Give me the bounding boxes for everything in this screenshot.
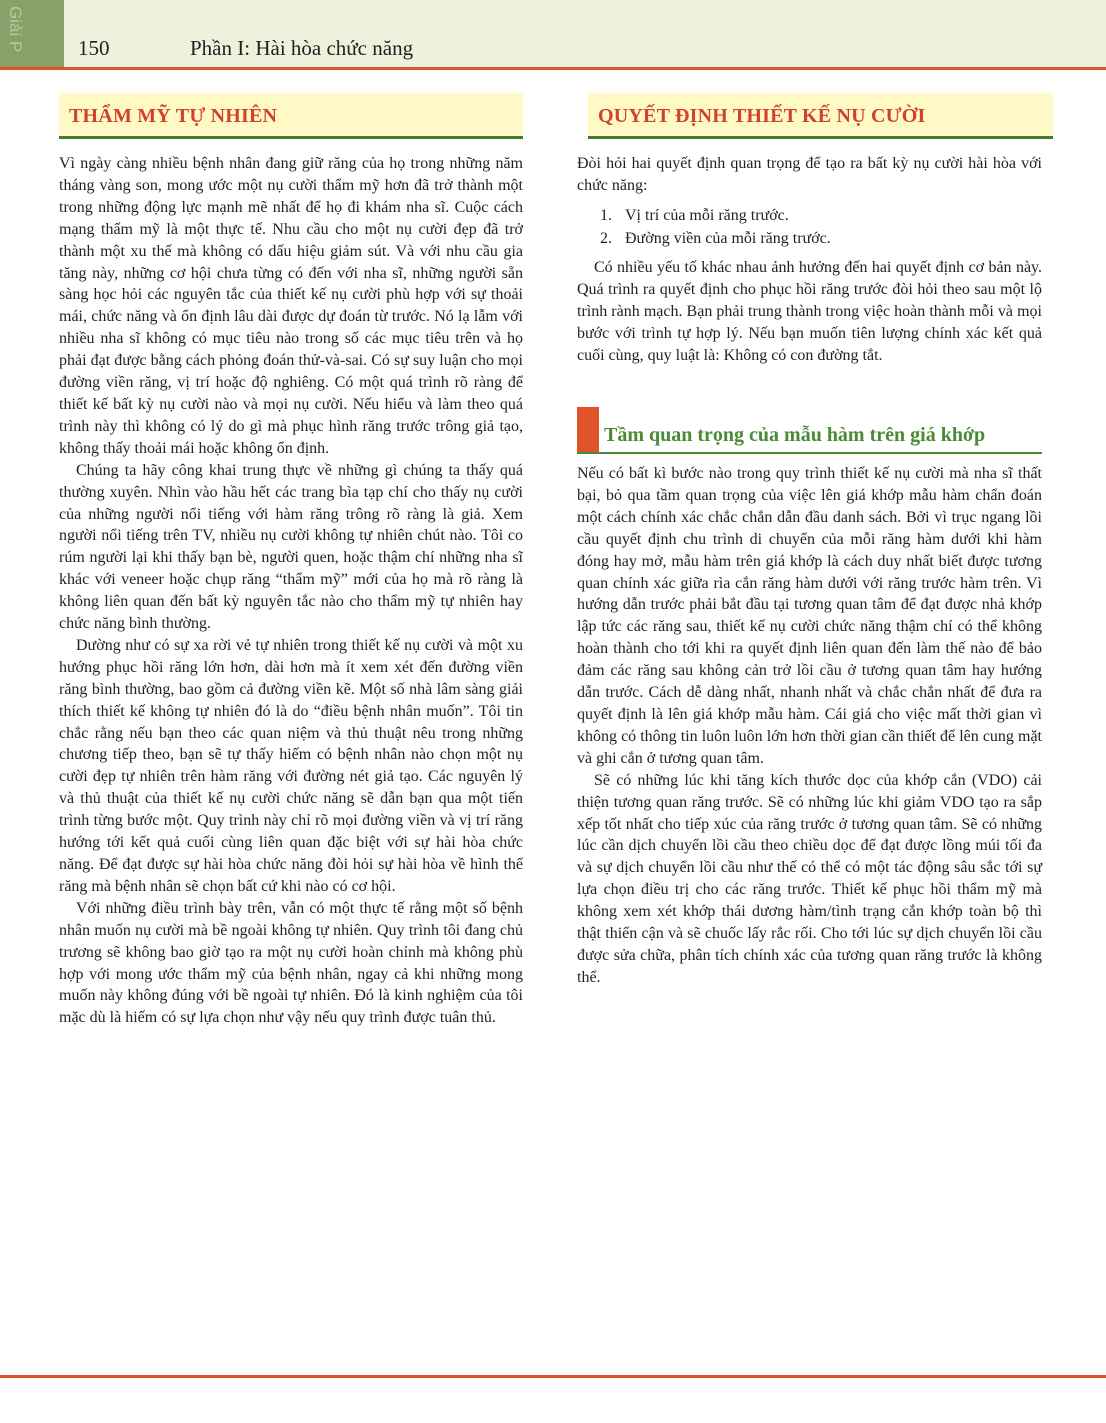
section-title-box-right [588,93,1053,139]
footer-rule [0,1375,1106,1378]
paragraph: Nếu có bất kì bước nào trong quy trình thiết kế nụ cười mà nha sĩ thất bại, bỏ qua tầm quan trọng của việc lên giá khớp mẫu hàm chẩn đoán một cách chính xác chắc chắn dẫn đầu danh sách. Bởi vì trục ngang lồi cầu quyết định chu trình di chuyển của mỗi răng hàm dưới khi hàm đóng hay mở, mẫu hàm trên giá khớp là cách duy nhất biết được tương quan chính xác giữa rìa cắn răng hàm dưới với răng trước hàm trên. Vì hướng dẫn trước phải bắt đầu tại tương quan tâm để đạt được nhả khớp lập tức các răng sau, thiết kế nụ cười chức năng thậm chí có thể không hoàn thành cho tới khi ra quyết định liên quan đến làm thế nào để bảo đảm các răng sau không cản trở lồi cầu ở tương quan tâm hay hướng dẫn trước. Cách dễ dàng nhất, nhanh nhất và chắc chắn nhất để đưa ra quyết định là lên giá khớp mẫu hàm. Cái giá cho việc mất thời gian vì không có thông tin luôn luôn lớn hơn thời gian cần thiết để lên cung mặt và ghi cắn ở tương quan tâm. [577,465,1042,767]
paragraph: Chúng ta hãy công khai trung thực về những gì chúng ta thấy quá thường xuyên. Nhìn vào hầu hết các trang bìa tạp chí cho thấy nụ cười của những người nổi tiếng với hàm răng trông rõ ràng là giả. Xem người nổi tiếng trên TV, nhiều nụ cười không tự nhiên chút nào. Tôi co rúm người lại khi thấy bạn bè, người quen, hoặc thậm chí những nha sĩ khác với veneer hoặc chụp răng “thẩm mỹ” mới của họ mà rõ ràng là không liên quan đến bất kỳ nguyên tắc nào cho thẩm mỹ tự nhiên hay chức năng bình thường. [59,461,523,633]
subheading-bar [577,407,599,452]
left-column-text [59,153,523,1029]
section-title-box-left [59,93,523,139]
section-title-left: THẨM MỸ TỰ NHIÊN [69,105,278,127]
list-number: 2. [600,229,612,247]
side-tab-label: Giải P [6,6,25,53]
paragraph: Đòi hỏi hai quyết định quan trọng để tạo ra bất kỳ nụ cười hài hòa với chức năng: [577,155,1042,194]
paragraph: Vì ngày càng nhiều bệnh nhân đang giữ răng của họ trong những năm tháng vàng son, mong ước một nụ cười thẩm mỹ hơn đã trở thành một trong những động lực mạnh mẽ nhất để họ đi khám nha sĩ. Cuộc cách mạng thẩm mỹ là một thực tế. Nhu cầu cho một nụ cười đẹp đã trở thành một xu thế mà không có dấu hiệu giảm sút. Và với nhu cầu gia tăng này, những cơ hội chưa từng có đến với nha sĩ, những người sẵn sàng học hỏi các nguyên tắc của thiết kế nụ cười phù hợp với sự thoải mái, chức năng và ổn định lâu dài được dự đoán từ trước. Nó lạ lẫm với nhiều nha sĩ không có mục tiêu nào trong số các mục tiêu trên và họ phải đạt được bằng cách phỏng đoán thử-và-sai. Có sự suy luận cho mọi đường viền răng, vị trí hoặc độ nghiêng. Có một quá trình rõ ràng để thiết kế bất kỳ nụ cười nào và mọi nụ cười. Nếu hiểu và làm theo quá trình này thì không có lý do gì mà phục hình răng trước trông giả tạo, không thấy thoải mái hoặc không ổn định. [59,155,523,457]
page-header [0,0,1106,68]
subheading: Tầm quan trọng của mẫu hàm trên giá khớp [604,424,986,446]
list-item [600,228,1050,251]
list-text: Vị trí của mỗi răng trước. [625,207,789,224]
side-tab [0,0,64,68]
header-rule [0,67,1106,70]
paragraph: Sẽ có những lúc khi tăng kích thước dọc của khớp cắn (VDO) cải thiện tương quan răng trước. Sẽ có những lúc khi giảm VDO tạo ra sắp xếp tốt nhất cho tiếp xúc của răng trước ở tương quan tâm. Sẽ có những lúc cần dịch chuyển lồi cầu theo chiều dọc để đạt được lồng múi tối đa và sự dịch chuyển lồi cầu như thế có thể có một tác động sâu sắc tới sự lựa chọn điều trị cho các răng trước. Thiết kế phục hồi thẩm mỹ mà không xem xét khớp thái dương hàm/tình trạng cắn khớp toàn bộ thì thật thiển cận và sẽ chuốc lấy rắc rối. Cho tới lúc sự dịch chuyển lồi cầu được sửa chữa, phân tích chính xác của tương quan răng trước là không thể. [577,771,1042,986]
paragraph: Dường như có sự xa rời vẻ tự nhiên trong thiết kế nụ cười và một xu hướng phục hồi răng lớn hơn, dài hơn mà ít xem xét đến đường viền răng bình thường, bao gồm cả đường viền kẽ. Một số nhà lâm sàng giải thích thiết kế không tự nhiên đó là do “điều bệnh nhân muốn”. Tôi tin chắc rằng nếu bạn theo các quan niệm và thủ thuật nêu trong những chương tiếp theo, bạn sẽ tự thấy hiếm có bệnh nhân nào chọn một nụ cười đẹp tự nhiên trên hàm răng với đường nét giả tạo. Các nguyên lý và thủ thuật của thiết kế nụ cười chức năng sẽ dẫn bạn qua một tiến trình từng bước một. Quy trình này chỉ rõ mọi đường viền và vị trí răng hướng tới kết quả cuối cùng liên quan đặc biệt với sự hài hòa chức năng. Để đạt được sự hài hòa chức năng đòi hỏi sự hài hòa về hình thể răng mà bệnh nhân sẽ chọn bất cứ khi nào có cơ hội. [59,636,523,895]
right-intro-text [577,153,1042,197]
paragraph: Có nhiều yếu tố khác nhau ảnh hưởng đến hai quyết định cơ bản này. Quá trình ra quyết định cho phục hồi răng trước đòi hỏi theo sau một lộ trình rành mạch. Bạn phải trung thành trong việc hoàn thành mỗi và mọi bước với trình tự hợp lý. Nếu bạn muốn tiên lượng chính xác kết quả cuối cùng, quy luật là: Không có con đường tắt. [577,259,1042,364]
right-after-list-text [577,257,1042,367]
list-text: Đường viền của mỗi răng trước. [625,229,831,247]
page-number: 150 [78,36,110,60]
right-sub-text [577,463,1042,989]
running-head: Phần I: Hài hòa chức năng [190,36,414,60]
paragraph: Với những điều trình bày trên, vẫn có một thực tế rằng một số bệnh nhân muốn nụ cười mà bề ngoài không tự nhiên. Quy trình tôi đang chủ trương sẽ không bao giờ tạo ra một nụ cười hoàn chỉnh mà không phù hợp với mong ước thẩm mỹ của bệnh nhân, ngay cả khi những mong muốn này không đúng với bề ngoài tự nhiên. Đó là kinh nghiệm của tôi mặc dù là hiếm có sự lựa chọn như vậy nếu quy trình được tuân thủ. [59,899,523,1027]
numbered-list [600,205,1050,250]
list-item [600,205,1050,228]
list-number: 1. [600,207,612,224]
subheading-rule [577,452,1042,454]
section-title-right: QUYẾT ĐỊNH THIẾT KẾ NỤ CƯỜI [598,105,926,127]
